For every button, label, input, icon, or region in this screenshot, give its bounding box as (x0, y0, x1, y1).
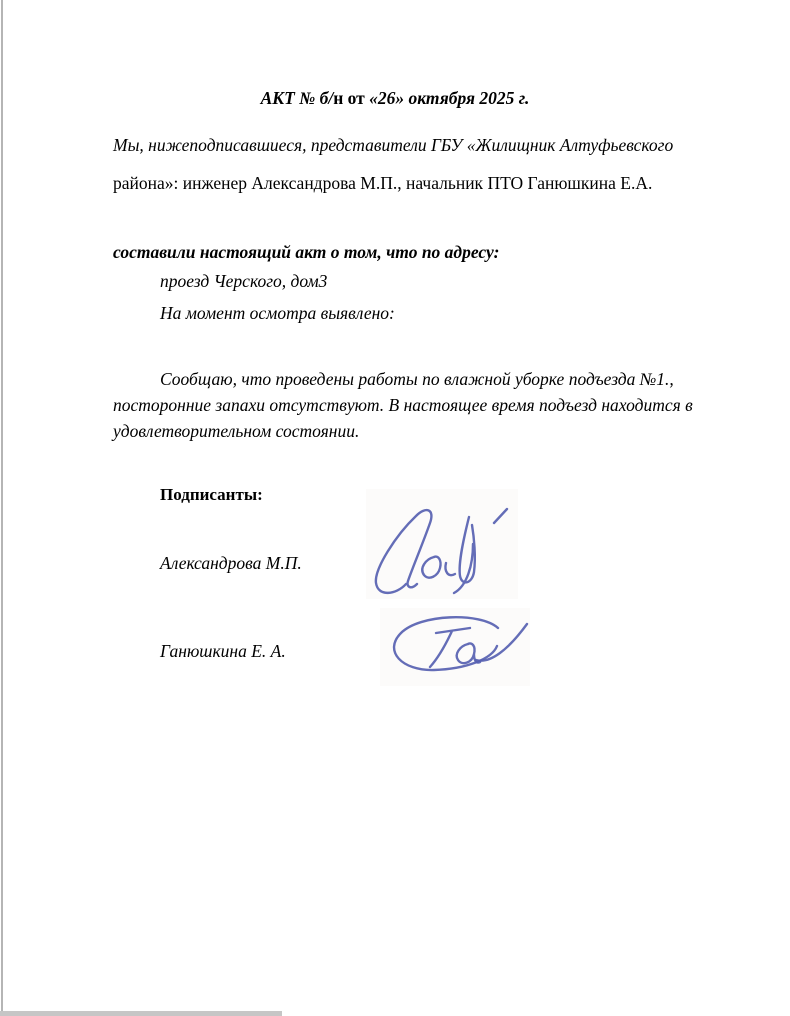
signature-stroke (430, 628, 470, 667)
signature-stroke (476, 624, 527, 661)
report-paragraph-line: Сообщаю, что проведены работы по влажной уборке подъезда №1., (160, 369, 674, 389)
report-paragraph (113, 366, 758, 444)
signers-heading: Подписанты: (160, 485, 263, 504)
signature-stroke (376, 510, 432, 593)
signature-stroke (454, 517, 475, 593)
page-bottom-edge (0, 1011, 282, 1016)
signer-name-alexandrova: Александрова М.П. (160, 553, 302, 573)
title-segment-upright: н от (333, 88, 370, 108)
signature-stroke (494, 509, 507, 523)
signature-ganyushkina (380, 608, 530, 686)
page-left-border (1, 0, 3, 1011)
signature-stroke (422, 557, 455, 578)
title-segment-italic-2: «26» октября 2025 г. (369, 88, 530, 108)
address-line: проезд Черского, дом3 (160, 271, 328, 291)
document-title (0, 88, 790, 109)
report-paragraph-line: посторонние запахи отсутствуют. В настоящее время подъезд находится в (113, 395, 693, 415)
signature-alexandrova (366, 489, 518, 599)
inspection-lead-line: На момент осмотра выявлено: (160, 303, 395, 323)
preamble-line-2: района»: инженер Александрова М.П., начальник ПТО Ганюшкина Е.А. (113, 173, 653, 193)
signer-name-ganyushkina: Ганюшкина Е. А. (160, 641, 286, 661)
statement-heading: составили настоящий акт о том, что по адресу: (113, 242, 500, 262)
preamble-line-1: Мы, нижеподписавшиеся, представители ГБУ «Жилищник Алтуфьевского (113, 135, 674, 155)
title-segment-italic-1: АКТ № б/ (260, 88, 334, 108)
report-paragraph-line: удовлетворительном состоянии. (113, 421, 360, 441)
